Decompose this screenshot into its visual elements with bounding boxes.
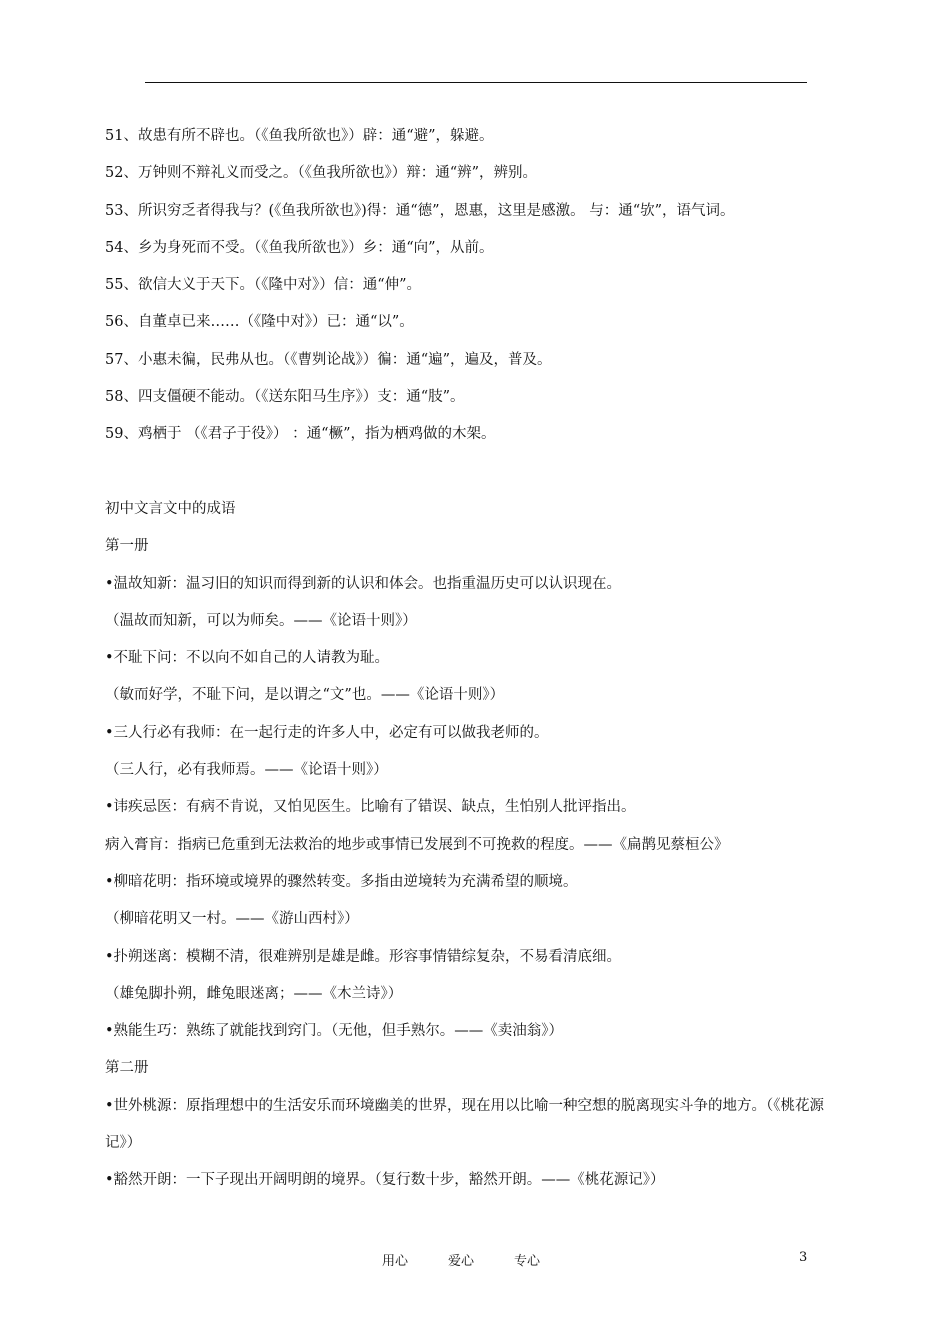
idiom-line: •柳暗花明：指环境或境界的骤然转变。多指由逆境转为充满希望的顺境。: [105, 873, 578, 890]
note-57: 57、小惠未徧，民弗从也。（《曹刿论战》）徧：通“遍”，遍及，普及。: [105, 351, 552, 368]
idiom-line: •熟能生巧：熟练了就能找到窍门。（无他，但手熟尔。——《卖油翁》）: [105, 1023, 564, 1040]
footer-motto-word: 用心: [382, 1254, 409, 1269]
section-gap: [105, 454, 850, 491]
footer-motto: [382, 1250, 580, 1269]
page-body: [105, 118, 850, 1200]
idiom-line: （三人行，必有我师焉。——《论语十则》）: [105, 762, 388, 779]
note-56: 56、自董卓已来……（《隆中对》）已：通“以”。: [105, 314, 414, 331]
footer-motto-word: 专心: [514, 1254, 541, 1269]
note-58: 58、四支僵硬不能动。（《送东阳马生序》）支：通“肢”。: [105, 389, 465, 406]
page-number: 3: [799, 1250, 808, 1265]
idiom-line: （雄兔脚扑朔，雌兔眼迷离；——《木兰诗》）: [105, 985, 403, 1002]
idiom-line: •豁然开朗：一下子现出开阔明朗的境界。（复行数十步，豁然开朗。——《桃花源记》）: [105, 1172, 665, 1189]
note-52: 52、万钟则不辩礼义而受之。（《鱼我所欲也》）辩：通“辨”，辨别。: [105, 165, 538, 182]
note-59: 59、鸡栖于 （《君子于役》） ：通“橛”，指为栖鸡做的木架。: [105, 426, 496, 443]
idiom-line: •温故知新：温习旧的知识而得到新的认识和体会。也指重温历史可以认识现在。: [105, 575, 622, 592]
idiom-line: （柳暗花明又一村。——《游山西村》）: [105, 911, 359, 928]
book-1-heading: 第一册: [105, 538, 149, 555]
idiom-line: •扑朔迷离：模糊不清，很难辨别是雄是雌。形容事情错综复杂，不易看清底细。: [105, 948, 622, 965]
note-51: 51、故患有所不辟也。（《鱼我所欲也》）辟：通“避”，躲避。: [105, 128, 494, 144]
idiom-line: •讳疾忌医：有病不肯说，又怕见医生。比喻有了错误、缺点，生怕别人批评指出。: [105, 799, 636, 816]
header-rule: [145, 82, 807, 83]
idiom-paragraph: •世外桃源：原指理想中的生活安乐而环境幽美的世界，现在用以比喻一种空想的脱离现实斗争的地方。（《桃花源记》）: [105, 1097, 825, 1152]
section-heading: 初中文言文中的成语: [105, 500, 236, 517]
book-2-heading: 第二册: [105, 1060, 149, 1077]
idiom-line: （温故而知新，可以为师矣。——《论语十则》）: [105, 612, 417, 629]
idiom-line: •不耻下问：不以向不如自己的人请教为耻。: [105, 650, 390, 667]
footer-motto-word: 爱心: [448, 1254, 475, 1269]
note-53: 53、所识穷乏者得我与？(《鱼我所欲也》)得：通“德”，恩惠，这里是感激。 与：通“欤”，语气词。: [105, 202, 735, 219]
note-55: 55、欲信大义于天下。（《隆中对》）信：通“伸”。: [105, 277, 422, 294]
idiom-line: 病入膏肓：指病已危重到无法救治的地步或事情已发展到不可挽救的程度。——《扁鹊见蔡桓公》: [105, 836, 729, 853]
idiom-line: •三人行必有我师：在一起行走的许多人中，必定有可以做我老师的。: [105, 724, 549, 741]
idiom-line: （敏而好学，不耻下问，是以谓之“文”也。——《论语十则》）: [105, 687, 505, 704]
note-54: 54、乡为身死而不受。（《鱼我所欲也》）乡：通“向”，从前。: [105, 239, 494, 256]
